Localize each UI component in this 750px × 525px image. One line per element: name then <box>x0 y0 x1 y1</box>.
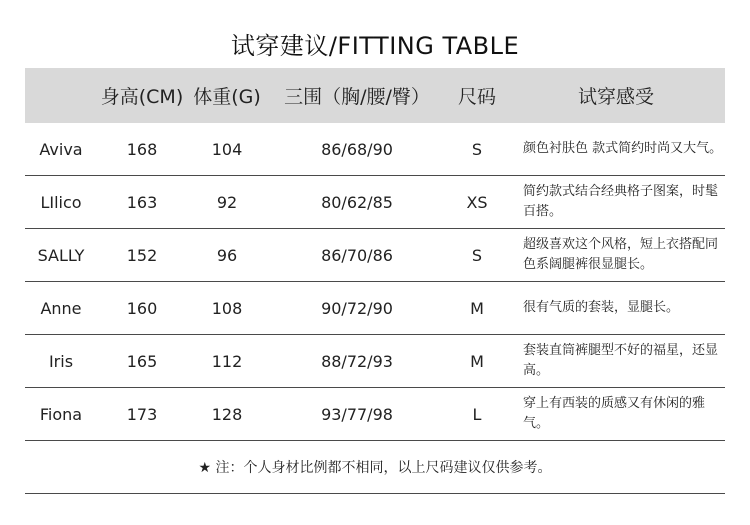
cell-height: 152 <box>126 245 158 265</box>
cell-feedback: 超级喜欢这个风格，短上衣搭配同色系阔腿裤很显腿长。 <box>523 237 719 272</box>
table-row <box>25 282 725 335</box>
cell-measurements: 93/77/98 <box>321 404 393 424</box>
cell-height: 165 <box>126 351 158 371</box>
header-cell-measurements: 三围（胸/腰/臀） <box>284 86 430 108</box>
table-header <box>25 68 725 123</box>
cell-weight: 112 <box>211 351 243 371</box>
cell-height: 168 <box>126 139 158 159</box>
cell-name: SALLY <box>37 245 85 265</box>
cell-height: 173 <box>126 404 158 424</box>
table-body <box>25 123 725 441</box>
cell-weight: 104 <box>211 139 243 159</box>
cell-name: Iris <box>48 351 74 371</box>
cell-measurements: 88/72/93 <box>321 351 393 371</box>
cell-name: Fiona <box>39 404 83 424</box>
cell-measurements: 90/72/90 <box>321 298 393 318</box>
table-row <box>25 388 725 441</box>
cell-size: XS <box>466 192 488 212</box>
cell-name: LIlico <box>40 192 82 212</box>
cell-weight: 96 <box>216 245 238 265</box>
cell-height: 160 <box>126 298 158 318</box>
header-cell-feedback: 试穿感受 <box>577 86 654 108</box>
cell-feedback: 穿上有西装的质感又有休闲的雅气。 <box>523 396 706 431</box>
cell-height: 163 <box>126 192 158 212</box>
cell-size: S <box>471 139 483 159</box>
cell-feedback: 很有气质的套装，显腿长。 <box>523 300 680 315</box>
cell-feedback: 套装直筒裤腿型不好的福星，还显高。 <box>523 343 719 378</box>
header-cell-height: 身高(CM) <box>100 86 184 108</box>
table-row <box>25 123 725 176</box>
cell-size: L <box>472 404 482 424</box>
cell-size: M <box>470 298 484 318</box>
cell-feedback: 简约款式结合经典格子图案，时髦百搭。 <box>523 184 719 219</box>
cell-measurements: 80/62/85 <box>321 192 393 212</box>
table-row <box>25 229 725 282</box>
cell-measurements: 86/70/86 <box>321 245 393 265</box>
fitting-table <box>25 68 725 494</box>
table-row <box>25 176 725 229</box>
cell-weight: 108 <box>211 298 243 318</box>
cell-size: M <box>470 351 484 371</box>
cell-weight: 128 <box>211 404 243 424</box>
cell-name: Anne <box>40 298 82 318</box>
cell-name: Aviva <box>39 139 83 159</box>
header-cell-weight: 体重(G) <box>193 86 261 108</box>
cell-size: S <box>471 245 483 265</box>
footnote: ★ 注：个人身材比例都不相同，以上尺码建议仅供参考。 <box>25 441 725 494</box>
cell-weight: 92 <box>216 192 238 212</box>
table-row <box>25 335 725 388</box>
page-title: 试穿建议/FITTING TABLE <box>230 32 520 60</box>
cell-measurements: 86/68/90 <box>321 139 393 159</box>
header-cell-size: 尺码 <box>457 86 496 108</box>
cell-feedback: 颜色衬肤色 款式简约时尚又大气。 <box>523 141 723 156</box>
